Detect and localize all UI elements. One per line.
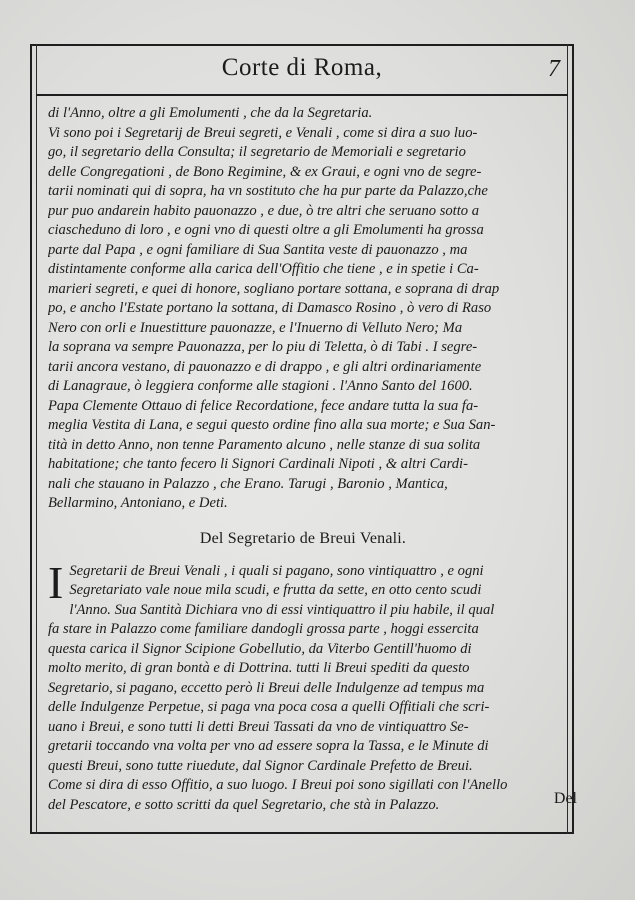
- text-line: pur puo andarein habito pauonazzo , e due, ò tre altri che seruano sotto a: [48, 202, 480, 219]
- text-line: po, e ancho l'Estate portano la sottana, di Damasco Rosino , ò vero di Raso: [48, 300, 492, 316]
- page-body: [48, 104, 558, 815]
- text-line: Papa Clemente Ottauo di felice Recordatione, fece andare tutta la sua fa-: [48, 397, 479, 414]
- running-title: Corte di Roma,: [221, 54, 383, 81]
- catchword: Del: [553, 790, 577, 807]
- text-line: gretarii toccando vna volta per vno ad essere sopra la Tassa, e le Minute di: [48, 738, 489, 754]
- text-line: l'Anno. Sua Santità Dichiara vno di essi vintiquattro il piu habile, il qual: [69, 601, 495, 618]
- text-line: distintamente conforme alla carica dell'Offitio che tiene , e in spetie i Ca-: [48, 261, 479, 277]
- text-line: delle Indulgenze Perpetue, si paga vna poca cosa a quelli Offitiali che scri-: [48, 699, 490, 715]
- text-line: Segretarii de Breui Venali , i quali si pagano, sono vintiquattro , e ogni: [69, 562, 484, 579]
- text-line: marieri segreti, e quei di honore, sogliano portare sottana, e soprana di drap: [48, 280, 500, 297]
- text-line: tità in detto Anno, non tenne Paramento alcuno , nelle stanze di sua solita: [48, 436, 481, 453]
- text-line: Segretario, si pagano, eccetto però li Breui delle Indulgenze ad tempus ma: [48, 679, 485, 696]
- text-line: Vi sono poi i Segretarij de Breui segreti, e Venali , come si dira a suo luo-: [48, 124, 478, 141]
- text-line: ciascheduno di loro , e ogni vno di questi oltre a gli Emolumenti ha grossa: [48, 222, 484, 238]
- text-line: di Lanagraue, ò leggiera conforme alle stagioni . l'Anno Santo del 1600.: [48, 378, 473, 394]
- text-line: habitatione; che tanto fecero li Signori Cardinali Nipoti , & altri Cardi-: [48, 456, 468, 472]
- text-line: molto merito, di gran bontà e di Dottrina. tutti li Breui spediti da questo: [48, 660, 470, 676]
- text-line: parte dal Papa , e ogni familiare di Sua Santita veste di pauonazzo , ma: [48, 241, 468, 258]
- text-line: nali che stauano in Palazzo , che Erano. Tarugi , Baronio , Mantica,: [48, 475, 448, 492]
- text-line: delle Congregationi , de Bono Regimine, & ex Graui, e ogni vno de segre-: [48, 163, 482, 180]
- section-heading: Del Segretario de Breui Venali.: [199, 529, 407, 547]
- text-line: meglia Vestita di Lana, e segui questo ordine fino alla sua morte; e Sua San-: [48, 417, 496, 433]
- text-line: Bellarmino, Antoniano, e Deti.: [48, 495, 228, 511]
- page-number: 7: [548, 56, 560, 82]
- paragraph-1: [48, 104, 558, 514]
- text-line: questa carica il Signor Scipione Gobellutio, da Viterbo Gentill'huomo di: [48, 640, 472, 657]
- text-line: Come si dira di esso Offitio, a suo luogo. I Breui poi sono sigillati con l'Anello: [48, 777, 508, 793]
- text-line: tarii nominati qui di sopra, ha vn sostituto che ha pur parte da Palazzo,che: [48, 183, 488, 199]
- text-line: di l'Anno, oltre a gli Emolumenti , che da la Segretaria.: [48, 105, 373, 121]
- text-line: del Pescatore, e sotto scritti da quel Segretario, che stà in Palazzo.: [48, 796, 440, 813]
- text-line: go, il segretario della Consulta; il segretario de Memoriali e segretario: [48, 144, 466, 160]
- text-line: questi Breui, sono tutte riuedute, dal Signor Cardinale Prefetto de Breui.: [48, 757, 473, 774]
- text-line: Nero con orli e Inuestitture pauonazze, e l'Inuerno di Velluto Nero; Ma: [48, 319, 463, 336]
- text-line: Segretariato vale noue mila scudi, e frutta da sette, en otto cento scudi: [69, 582, 482, 598]
- text-line: la soprana va sempre Pauonazza, per lo piu di Teletta, ò di Tabi . I segre-: [48, 339, 478, 355]
- drop-cap: I: [48, 556, 64, 608]
- paragraph-2: [48, 556, 558, 816]
- text-line: fa stare in Palazzo come familiare dandogli grossa parte , hoggi essercita: [48, 621, 479, 637]
- text-line: tarii ancora vestano, di pauonazzo e di drappo , e gli altri ordinariamente: [48, 358, 482, 375]
- text-line: uano i Breui, e sono tutti li detti Breui Tassati da vno de vintiquattro Se-: [48, 718, 469, 735]
- page-header: [36, 44, 568, 96]
